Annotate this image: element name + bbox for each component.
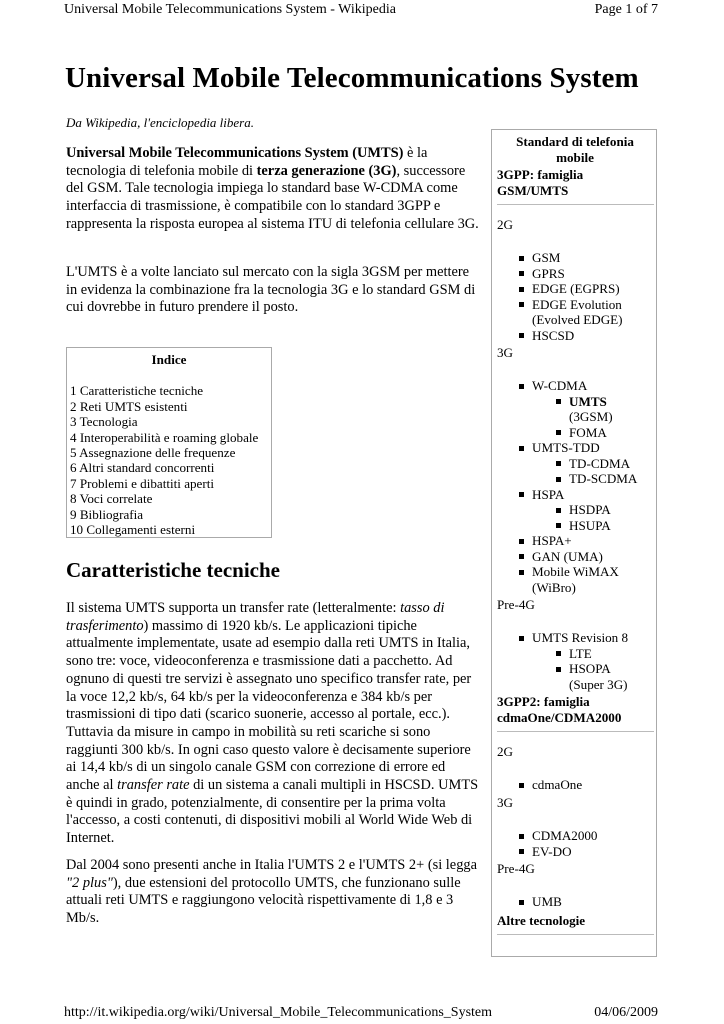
- infobox-category-pre4g: Pre-4G: [497, 597, 535, 612]
- s1p2-italic: "2 plus": [66, 874, 113, 891]
- infobox-item-label: HSPA+: [532, 533, 572, 548]
- bullet-icon: [519, 492, 524, 497]
- bullet-icon: [556, 523, 561, 528]
- intro-bold-generation: terza generazione (3G): [256, 162, 397, 179]
- bullet-icon: [519, 271, 524, 276]
- infobox-item-label: LTE: [569, 645, 592, 661]
- infobox-category-3g: 3G: [497, 345, 514, 360]
- bullet-icon: [519, 446, 524, 451]
- infobox-item-label: GSM: [532, 250, 561, 265]
- intro-bold-term: Universal Mobile Telecommunications System (UMTS): [66, 145, 404, 161]
- infobox-item-continuation: (Super 3G): [569, 676, 628, 692]
- s1p1-text-c: di un sistema a canali multipli in HSCSD. UMTS è quindi in grado, potenzialmente, di consentire per la prima volta l'accesso, a costi contenuti, di dispositivi mobili al World Wide Web di Internet.: [66, 777, 479, 847]
- toc-title: Indice: [151, 352, 187, 367]
- toc-link[interactable]: 9 Bibliografia: [70, 506, 144, 522]
- infobox-item-label: TD-SCDMA: [569, 471, 638, 486]
- infobox-divider: [497, 934, 654, 935]
- infobox-item-label: UMTS Revision 8: [532, 630, 629, 645]
- intro-paragraph: [66, 145, 482, 234]
- infobox-item-label: Mobile WiMAX: [532, 564, 619, 579]
- s1p1-italic-2: transfer rate: [117, 777, 190, 794]
- page-tagline: Da Wikipedia, l'enciclopedia libera.: [66, 115, 254, 130]
- bullet-icon: [519, 302, 524, 307]
- infobox-subitem[interactable]: [556, 518, 611, 534]
- toc-link[interactable]: 6 Altri standard concorrenti: [70, 460, 215, 476]
- bullet-icon: [519, 554, 524, 559]
- bullet-icon: [519, 384, 524, 389]
- infobox-item[interactable]: [519, 828, 597, 844]
- infobox-subitem[interactable]: [556, 502, 611, 518]
- infobox-item-label: HSOPA: [569, 661, 611, 676]
- infobox-item[interactable]: [519, 281, 620, 297]
- infobox-subitem[interactable]: [556, 394, 607, 410]
- infobox-item-label: FOMA: [569, 424, 607, 440]
- section-paragraph-1: [66, 600, 482, 848]
- infobox-item[interactable]: [519, 844, 572, 860]
- s1p1-italic-1: tasso di trasferimento: [66, 600, 445, 634]
- infobox-family-3gpp2: 3GPP2: famiglia cdmaOne/CDMA2000: [497, 694, 622, 725]
- infobox-item[interactable]: [519, 630, 628, 646]
- bullet-icon: [519, 287, 524, 292]
- infobox-item-label: GAN (UMA): [532, 548, 603, 564]
- infobox-item-label: HSDPA: [569, 502, 611, 517]
- infobox-item[interactable]: [519, 894, 562, 910]
- bullet-icon: [519, 636, 524, 641]
- infobox-subitem[interactable]: [556, 646, 592, 662]
- s1p1-text-a: Il sistema UMTS supporta un transfer rate (letteralmente:: [66, 600, 401, 616]
- infobox-item[interactable]: [519, 297, 622, 313]
- infobox-item[interactable]: [519, 378, 587, 394]
- bullet-icon: [519, 539, 524, 544]
- bullet-icon: [519, 900, 524, 905]
- section-heading: Caratteristiche tecniche: [66, 558, 280, 582]
- infobox-item[interactable]: [519, 533, 572, 549]
- toc-link[interactable]: 1 Caratteristiche tecniche: [70, 383, 204, 399]
- bullet-icon: [519, 783, 524, 788]
- infobox-item-label: EDGE (EGPRS): [532, 281, 620, 296]
- toc-link[interactable]: 8 Voci correlate: [70, 491, 153, 507]
- infobox-item[interactable]: [519, 549, 603, 565]
- bullet-icon: [556, 667, 561, 672]
- toc-link[interactable]: 3 Tecnologia: [70, 414, 138, 430]
- infobox-family-other: Altre tecnologie: [497, 913, 586, 928]
- bullet-icon: [556, 508, 561, 513]
- infobox-item-label: UMTS: [569, 393, 607, 409]
- infobox-item-label: cdmaOne: [532, 777, 583, 792]
- bullet-icon: [519, 834, 524, 839]
- bullet-icon: [556, 399, 561, 404]
- infobox-category-pre4g: Pre-4G: [497, 861, 535, 876]
- infobox-title: Standard di telefonia mobile: [516, 134, 634, 165]
- infobox-item[interactable]: [519, 266, 565, 282]
- toc-link[interactable]: 7 Problemi e dibattiti aperti: [70, 475, 214, 491]
- infobox-item-label: HSPA: [532, 486, 565, 502]
- bullet-icon: [519, 849, 524, 854]
- infobox-item-label: HSUPA: [569, 517, 611, 533]
- infobox-category-3g: 3G: [497, 795, 514, 810]
- intro-text-2: , successore del GSM. Tale tecnologia impiega lo standard base W-CDMA come interfaccia di trasmissione, è compatibile con lo standard 3GPP e rappresenta la risposta europea al sistema ITU di telefonia cellulare 3G.: [66, 162, 479, 232]
- infobox-subitem[interactable]: [556, 456, 630, 472]
- infobox-item-label: CDMA2000: [532, 828, 598, 843]
- infobox-item-label: GPRS: [532, 265, 565, 281]
- print-footer-date: 04/06/2009: [594, 1005, 658, 1020]
- infobox-item[interactable]: [519, 328, 574, 344]
- s1p2-text-a: Dal 2004 sono presenti anche in Italia l'UMTS 2 e l'UMTS 2+ (si legga: [66, 857, 477, 873]
- infobox-item-label: EV-DO: [532, 843, 572, 859]
- infobox-item[interactable]: [519, 564, 619, 580]
- page-title: Universal Mobile Telecommunications System: [65, 62, 639, 94]
- toc-link[interactable]: 2 Reti UMTS esistenti: [70, 398, 188, 414]
- infobox-item-continuation: (Evolved EDGE): [532, 312, 623, 327]
- infobox-subitem[interactable]: [556, 425, 607, 441]
- bullet-icon: [519, 333, 524, 338]
- infobox-item-label: TD-CDMA: [569, 455, 631, 471]
- table-of-contents: [66, 347, 272, 538]
- intro-text-1: è la tecnologia di telefonia mobile di: [66, 145, 428, 179]
- bullet-icon: [556, 430, 561, 435]
- infobox-item-label: UMB: [532, 894, 562, 909]
- infobox-subitem[interactable]: [556, 661, 611, 677]
- bullet-icon: [556, 461, 561, 466]
- toc-link[interactable]: 5 Assegnazione delle frequenze: [70, 445, 236, 461]
- paragraph-3gsm: L'UMTS è a volte lanciato sul mercato con la sigla 3GSM per mettere in evidenza la combinazione fra la tecnologia 3G e lo standard GSM di cui dovrebbe in futuro prendere il posto.: [66, 264, 476, 316]
- bullet-icon: [556, 477, 561, 482]
- toc-link[interactable]: 4 Interoperabilità e roaming globale: [70, 429, 259, 445]
- infobox-divider: [497, 731, 654, 732]
- infobox-item[interactable]: [519, 440, 600, 456]
- infobox-category-2g: 2G: [497, 744, 514, 759]
- infobox-item-label: UMTS-TDD: [532, 440, 600, 455]
- bullet-icon: [519, 256, 524, 261]
- bullet-icon: [519, 570, 524, 575]
- print-page-number: Page 1 of 7: [594, 2, 658, 17]
- infobox-subitem[interactable]: [556, 471, 637, 487]
- infobox-item[interactable]: [519, 487, 564, 503]
- infobox-item[interactable]: [519, 250, 560, 266]
- infobox-item[interactable]: [519, 777, 582, 793]
- s1p2-text-b: ), due estensioni del protocollo UMTS, che funzionano sulle attuali reti UMTS e raggiungono velocità rispettivamente di 1,8 e 3 Mb/s.: [66, 874, 461, 927]
- infobox-item-label: HSCSD: [532, 327, 575, 343]
- infobox-item-continuation: (3GSM): [569, 409, 613, 424]
- print-footer-url: http://it.wikipedia.org/wiki/Universal_Mobile_Telecommunications_System: [64, 1005, 493, 1020]
- infobox-category-2g: 2G: [497, 217, 514, 232]
- infobox-item-label: EDGE Evolution: [532, 296, 622, 312]
- section-paragraph-2: [66, 857, 482, 928]
- s1p1-text-b: ) massimo di 1920 kb/s. Le applicazioni tipiche attualmente implementate, usate ad esempio dalla reti UMTS in Italia, sono tre: voce, videoconferenza e trasmissione dati a pacchetto. Ad ognuno di questi tre servizi è assegnato uno specifico transfer rate, per la voce 12,2 kb/s, 64 kb/s per la videoconferenza e 384 kb/s per trasmissioni di tipo dati (scarico suonerie, accesso al portale, ecc.). Tuttavia da misure in campo in mobilità su reti scariche si sono raggiunti 300 kb/s. In ogni caso questo valore è decisamente superiore ai 14,4 kb/s di un singolo canale GSM con correzione di errore ed anche al: [66, 617, 472, 794]
- toc-link[interactable]: 10 Collegamenti esterni: [70, 522, 196, 538]
- infobox-item-label: W-CDMA: [532, 378, 588, 393]
- infobox-divider: [497, 204, 654, 205]
- bullet-icon: [556, 651, 561, 656]
- infobox-family-3gpp: 3GPP: famiglia GSM/UMTS: [497, 167, 584, 198]
- infobox-mobile-standards: [491, 129, 657, 957]
- print-header-title: Universal Mobile Telecommunications System - Wikipedia: [64, 2, 396, 17]
- infobox-item-continuation: (WiBro): [532, 579, 576, 595]
